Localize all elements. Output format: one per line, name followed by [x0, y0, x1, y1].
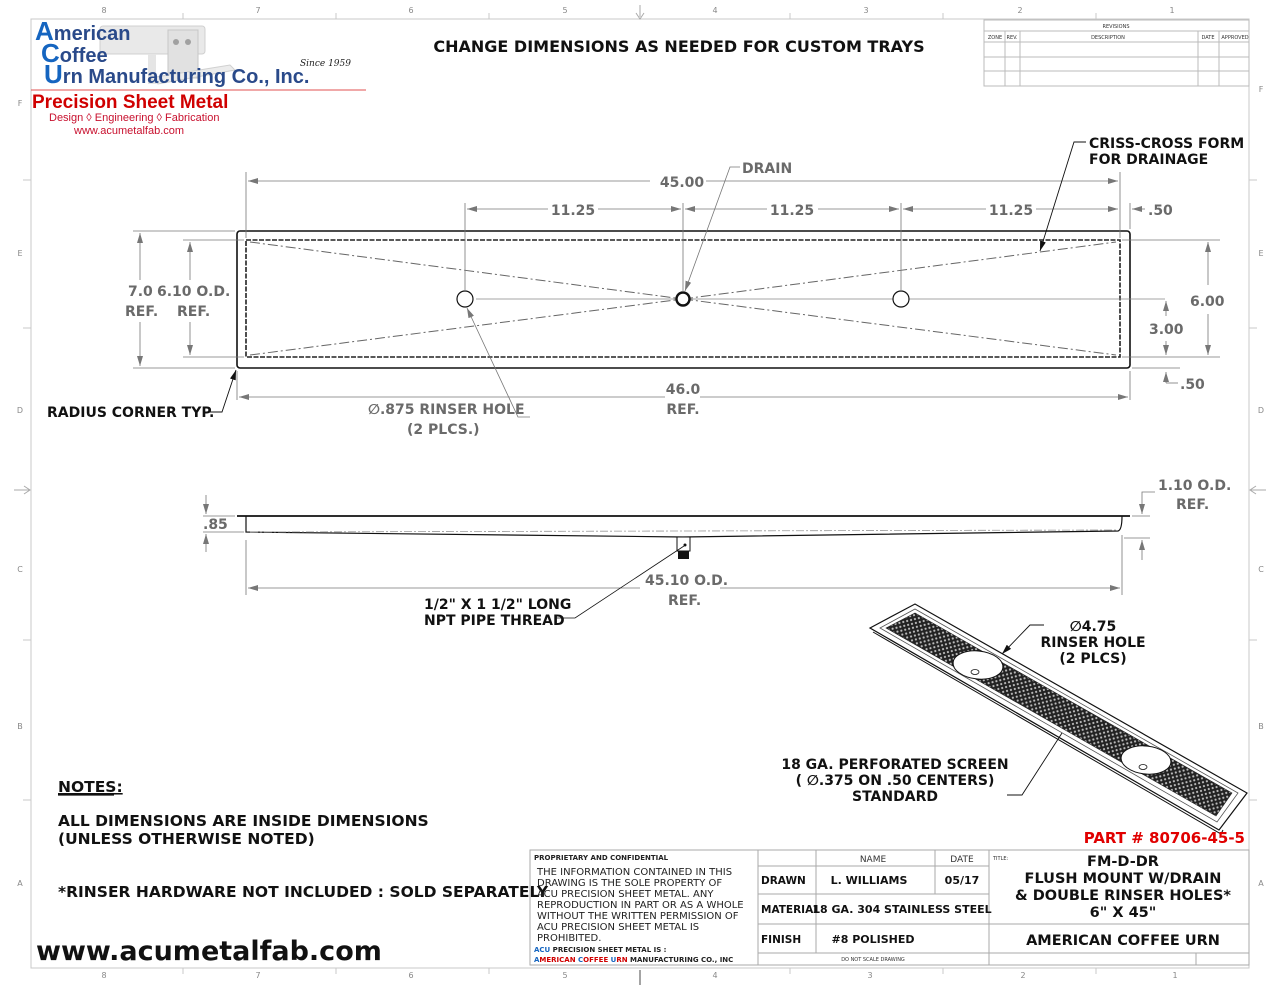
dim-od-height-suffix: REF. [177, 304, 211, 320]
callout-drain: DRAIN [742, 161, 793, 177]
ruler-row-b: B [17, 722, 23, 731]
dim-overall-length-ref: 46.0 [665, 382, 701, 398]
logo-line2: offee [59, 45, 108, 67]
callout-pipe-line2: NPT PIPE THREAD [424, 613, 565, 629]
ruler-col-4: 4 [712, 6, 718, 15]
logo-line3: rn Manufacturing Co., Inc. [62, 66, 310, 88]
callout-iso-rinser-line2: RINSER HOLE [1040, 635, 1146, 651]
dim-od-length-suffix: REF. [668, 593, 702, 609]
logo-division: Precision Sheet Metal [32, 92, 229, 113]
col-name-header: NAME [859, 855, 887, 865]
proprietary-line-7: PROHIBITED. [537, 933, 602, 944]
callout-rinser-hole-line2: (2 PLCS.) [407, 422, 480, 438]
proprietary-line-5: WITHOUT THE WRITTEN PERMISSION OF [537, 911, 739, 922]
callout-iso-rinser-line3: (2 PLCS) [1059, 651, 1127, 667]
ruler-col-8: 8 [101, 6, 107, 15]
ruler-col-5-bottom: 5 [562, 971, 568, 980]
ruler-col-1-bottom: 1 [1172, 971, 1178, 980]
dim-rinser-spacing-1: 11.25 [550, 203, 596, 219]
ruler-row-e-right: E [1258, 249, 1264, 258]
finish-value: #8 POLISHED [831, 933, 915, 946]
proprietary-line-2: DRAWING IS THE SOLE PROPERTY OF [537, 878, 723, 889]
dim-rinser-spacing-2: 11.25 [769, 203, 815, 219]
ruler-row-a: A [17, 879, 23, 888]
ruler-col-1: 1 [1169, 6, 1175, 15]
col-date-header: DATE [950, 855, 974, 865]
word-rn: RN [616, 956, 628, 964]
dim-flange-right: .50 [1148, 203, 1173, 219]
isometric-view [781, 604, 1247, 834]
callout-criss-cross-line2: FOR DRAINAGE [1089, 152, 1209, 168]
ruler-rows-left [17, 99, 23, 888]
note-1-line2: (UNLESS OTHERWISE NOTED) [58, 830, 315, 848]
title-label: TITLE: [993, 856, 1009, 862]
ruler-col-5: 5 [562, 6, 568, 15]
cap-a: A [534, 956, 540, 964]
top-view [47, 136, 1244, 438]
ruler-col-6-bottom: 6 [408, 971, 414, 980]
callout-screen-line2: ( ∅.375 ON .50 CENTERS) [795, 773, 995, 789]
logo-line1: merican [53, 23, 131, 45]
ruler-columns-top [101, 6, 1174, 15]
logo-cap-u: U [44, 59, 63, 89]
dim-od-length: 45.10 O.D. [645, 573, 729, 589]
ruler-row-c: C [17, 565, 23, 574]
dim-od-depth-suffix: REF. [1176, 497, 1210, 513]
dim-overall-inside-length: 45.00 [659, 175, 705, 191]
callout-screen-line3: STANDARD [852, 789, 938, 805]
ruler-row-d: D [16, 406, 24, 415]
dim-rinser-spacing-3: 11.25 [988, 203, 1034, 219]
callout-pipe-line1: 1/2" X 1 1/2" LONG [424, 597, 572, 613]
company-name: AMERICAN COFFEE URN [1026, 933, 1220, 949]
dim-od-depth: 1.10 O.D. [1158, 478, 1232, 494]
cap-u: U [610, 956, 617, 964]
company-logo [31, 16, 366, 137]
material-value: 18 GA. 304 STAINLESS STEEL [812, 903, 992, 916]
acu-blue: ACU [534, 946, 551, 954]
dim-inside-width: 6.00 [1190, 294, 1225, 310]
revisions-col-rev: REV. [1006, 35, 1018, 41]
ruler-rows-right [1258, 85, 1264, 888]
callout-criss-cross-line1: CRISS-CROSS FORM [1089, 136, 1245, 152]
dim-od-height: 6.10 O.D. [157, 284, 231, 300]
rinser-hole-left [457, 291, 473, 307]
proprietary-line-1: THE INFORMATION CONTAINED IN THIS [537, 867, 733, 878]
footer1-rest: PRECISION SHEET METAL IS : [550, 946, 667, 954]
rinser-hole-right [893, 291, 909, 307]
ruler-row-b-right: B [1258, 722, 1264, 731]
note-1-line1: ALL DIMENSIONS ARE INSIDE DIMENSIONS [58, 812, 429, 830]
proprietary-line-6: ACU PRECISION SHEET METAL IS [537, 922, 700, 933]
ruler-row-f-right: F [1258, 85, 1264, 94]
dim-center-offset: 3.00 [1149, 322, 1184, 338]
ruler-row-c-right: C [1258, 565, 1264, 574]
ruler-col-2-bottom: 2 [1020, 971, 1026, 980]
notes-heading: NOTES: [58, 778, 123, 796]
word-merican: MERICAN [539, 956, 579, 964]
finish-label: FINISH [761, 934, 802, 946]
title-line-2: FLUSH MOUNT W/DRAIN [1024, 871, 1222, 887]
material-label: MATERIAL [761, 904, 820, 916]
ruler-row-d-right: D [1257, 406, 1265, 415]
logo-services: Design ◊ Engineering ◊ Fabrication [49, 112, 220, 124]
dim-depth: .85 [203, 517, 228, 533]
revisions-col-approved: APPROVED [1221, 35, 1249, 41]
callout-iso-rinser-dia: ∅4.75 [1069, 619, 1117, 635]
ruler-row-f: F [17, 99, 23, 108]
do-not-scale: DO NOT SCALE DRAWING [841, 957, 905, 963]
callout-rinser-hole-line1: ∅.875 RINSER HOLE [368, 402, 525, 418]
part-number: PART # 80706-45-5 [1083, 829, 1245, 847]
ruler-col-6: 6 [408, 6, 414, 15]
custom-tray-instruction: CHANGE DIMENSIONS AS NEEDED FOR CUSTOM TRAYS [433, 37, 925, 56]
side-view [203, 478, 1231, 629]
dim-overall-height-ref-suffix: REF. [125, 304, 159, 320]
notes [58, 778, 549, 901]
title-line-1: FM-D-DR [1087, 854, 1159, 870]
ruler-row-a-right: A [1258, 879, 1264, 888]
title-line-3: & DOUBLE RINSER HOLES* [1015, 888, 1231, 904]
footer2-rest: MANUFACTURING CO., INC [627, 956, 734, 964]
revisions-col-description: DESCRIPTION [1091, 35, 1125, 41]
logo-cap-a: A [35, 16, 54, 46]
note-2: *RINSER HARDWARE NOT INCLUDED : SOLD SEPARATELY [58, 883, 549, 901]
word-offee: OFFEE [583, 956, 611, 964]
proprietary-line-4: REPRODUCTION IN PART OR AS A WHOLE [537, 900, 744, 911]
ruler-col-3-bottom: 3 [867, 971, 873, 980]
drawn-label: DRAWN [761, 875, 806, 887]
ruler-col-7-bottom: 7 [255, 971, 261, 980]
revisions-col-zone: ZONE [987, 35, 1003, 41]
dim-flange-bottom: .50 [1180, 377, 1205, 393]
drain-hole [677, 293, 690, 306]
proprietary-footer-1 [534, 946, 667, 954]
ruler-col-8-bottom: 8 [101, 971, 107, 980]
ruler-row-e: E [17, 249, 23, 258]
logo-website: www.acumetalfab.com [74, 125, 185, 137]
footer-website: www.acumetalfab.com [36, 936, 382, 967]
proprietary-footer-2 [534, 956, 733, 964]
proprietary-heading: PROPRIETARY AND CONFIDENTIAL [534, 854, 669, 862]
callout-radius-corner: RADIUS CORNER TYP. [47, 405, 215, 421]
drawn-name: L. WILLIAMS [830, 874, 908, 887]
dim-overall-height-ref: 7.0 [128, 284, 153, 300]
npt-thread-icon [678, 551, 689, 559]
revisions-title: REVISIONS [1102, 24, 1130, 30]
callout-screen-line1: 18 GA. PERFORATED SCREEN [781, 757, 1009, 773]
dim-overall-length-ref-suffix: REF. [666, 402, 700, 418]
logo-cap-c: C [41, 38, 60, 68]
ruler-col-3: 3 [863, 6, 869, 15]
drawn-date: 05/17 [944, 874, 980, 887]
ruler-col-7: 7 [255, 6, 261, 15]
ruler-col-2: 2 [1017, 6, 1023, 15]
title-line-4: 6" X 45" [1089, 905, 1157, 921]
cap-c: C [578, 956, 584, 964]
ruler-col-4-bottom: 4 [712, 971, 718, 980]
revisions-col-date: DATE [1201, 35, 1215, 41]
proprietary-line-3: ACU PRECISION SHEET METAL. ANY [537, 889, 714, 900]
logo-since: Since 1959 [300, 59, 351, 69]
